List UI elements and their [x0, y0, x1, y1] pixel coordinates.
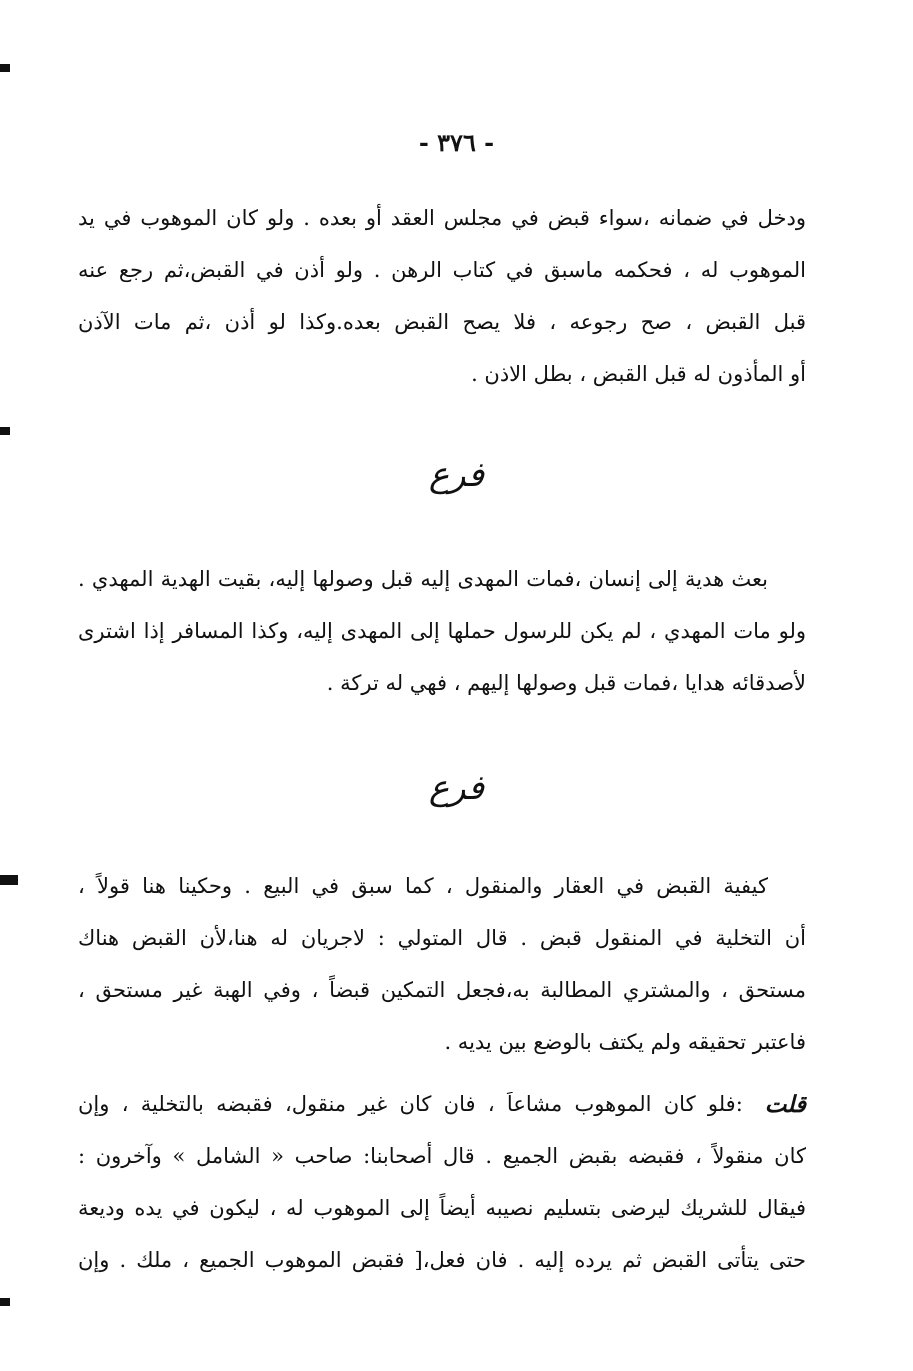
- paragraph-2: [78, 553, 806, 709]
- text-line: حتى يتأتى القبض ثم يرده إليه . فان فعل،[ فقبض الموهوب الجميع ، ملك . وإن: [78, 1248, 806, 1272]
- text-line: فاعتبر تحقيقه ولم يكتف بالوضع بين يديه .: [444, 1030, 806, 1054]
- text-line: لأصدقائه هدايا ،فمات قبل وصولها إليهم ، فهي له تركة .: [326, 671, 806, 695]
- section-heading: فرع: [428, 455, 485, 495]
- text-line: ولو مات المهدي ، لم يكن للرسول حملها إلى المهدى إليه، وكذا المسافر إذا اشترى: [78, 619, 806, 643]
- margin-mark: [0, 1298, 10, 1306]
- text-line: فيقال للشريك ليرضى بتسليم نصيبه أيضاً إلى الموهوب له ، ليكون في يده وديعة: [78, 1196, 806, 1220]
- paragraph-1: [78, 192, 806, 400]
- margin-mark: [0, 875, 18, 885]
- text-line: مستحق ، والمشتري المطالبة به،فجعل التمكين قبضاً ، وفي الهبة غير مستحق ،: [78, 978, 806, 1002]
- text-line: قبل القبض ، صح رجوعه ، فلا يصح القبض بعده.وكذا لو أذن ،ثم مات الآذن: [78, 310, 806, 334]
- text-line: كان منقولاً ، فقبضه بقبض الجميع . قال أصحابنا: صاحب « الشامل » وآخرون :: [78, 1144, 806, 1168]
- text-line: بعث هدية إلى إنسان ،فمات المهدى إليه قبل وصولها إليه، بقيت الهدية المهدي .: [78, 567, 768, 591]
- margin-mark: [0, 64, 10, 72]
- qult-label: قلت: [764, 1090, 806, 1118]
- margin-mark: [0, 427, 10, 435]
- text-line: أو المأذون له قبل القبض ، بطل الاذن .: [471, 362, 806, 386]
- paragraph-3: [78, 860, 806, 1068]
- section-heading: فرع: [428, 768, 485, 808]
- text-line: ودخل في ضمانه ،سواء قبض في مجلس العقد أو بعده . ولو كان الموهوب في يد: [78, 206, 806, 230]
- page-number: - ٣٧٦ -: [418, 128, 495, 157]
- text-line: أن التخلية في المنقول قبض . قال المتولي : لاجريان له هنا،لأن القبض هناك: [78, 926, 806, 950]
- paragraph-4: [78, 1078, 806, 1286]
- text-line: كيفية القبض في العقار والمنقول ، كما سبق في البيع . وحكينا هنا قولاً ،: [78, 874, 768, 898]
- qult-line: [78, 1078, 806, 1130]
- text-line: الموهوب له ، فحكمه ماسبق في كتاب الرهن . ولو أذن في القبض،ثم رجع عنه: [78, 258, 806, 282]
- text-line: :فلو كان الموهوب مشاعاً ، فان كان غير منقول، فقبضه بالتخلية ، وإن: [78, 1092, 743, 1116]
